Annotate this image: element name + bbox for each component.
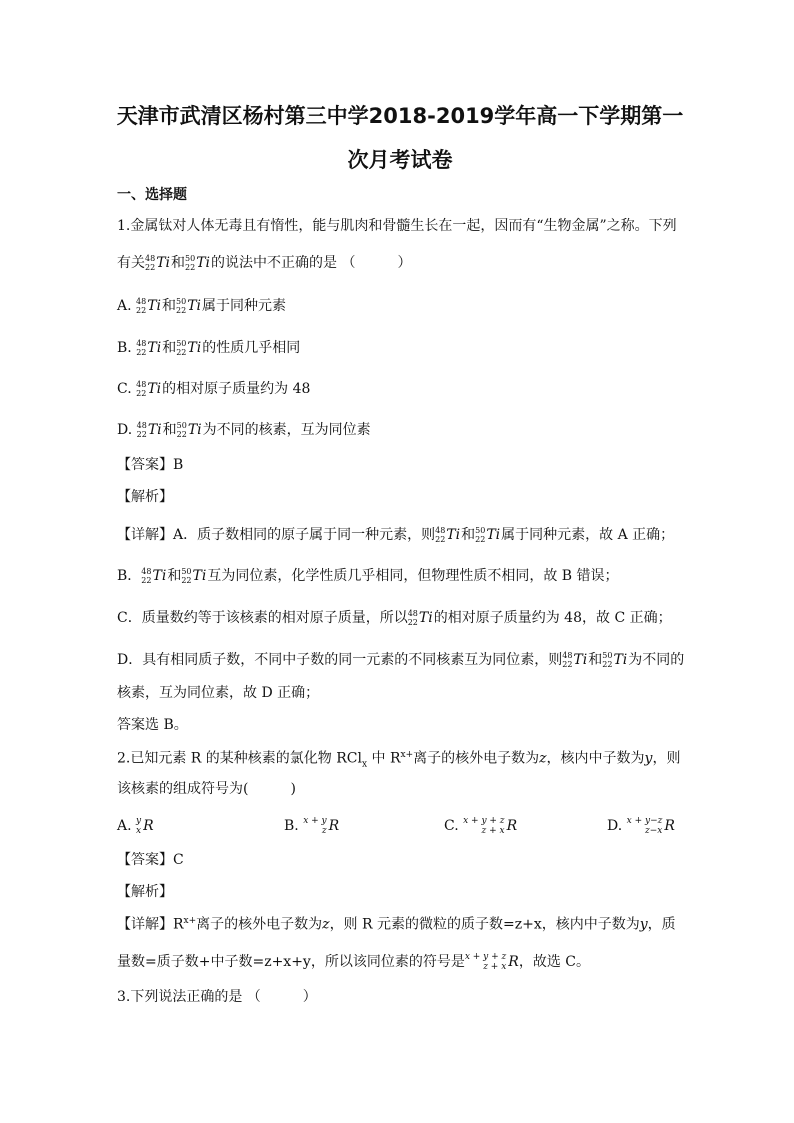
isotope-ti48: 48 22 Ti	[145, 254, 171, 272]
q2-option-d: D. x + y−z z−x R	[607, 816, 675, 836]
isotope-ti50: 50 22 Ti	[185, 254, 211, 272]
text: 的说法中不正确的是 （ ）	[211, 255, 412, 271]
q1-detail-b: B． 48 22 Ti和 50 22 Ti互为同位素，化学性质几乎相同，但物理性质不相同，故 B 错误；	[117, 567, 619, 585]
q2-detail-line1: 【详解】$R^{x+}$离子的核外电子数为z，则 R 元素的微粒的质子数=z+x，核内中子数为y，质	[117, 916, 676, 933]
q1-stem-line2	[117, 254, 411, 272]
q1-detail-c: C．质量数约等于该核素的相对原子质量，所以 48 22 Ti的相对原子质量约为 48，故 C 正确；	[117, 609, 672, 627]
q2-stem-line2: 该核素的组成符号为( )	[117, 781, 296, 797]
text: 和	[171, 255, 186, 271]
q1-answer: 【答案】B	[117, 457, 184, 473]
q2-option-c: C. x + y + z z + x R	[444, 816, 518, 836]
q3-stem: 3.下列说法正确的是 （ ）	[117, 989, 317, 1005]
q1-detail-d: D．具有相同质子数，不同中子数的同一元素的不同核素互为同位素，则 48 22 Ti和 50 22 Ti为不同的	[117, 651, 685, 669]
q2-stem-line1: 2.已知元素 R 的某种核素的氯化物 RCl$_x$ 中 $R^{x+}$离子的核外电子数为z，核内中子数为y，则	[117, 750, 681, 770]
page-title-line2: 次月考试卷	[347, 148, 453, 172]
q1-option-b: B. 48 22 Ti和 50 22 Ti的性质几乎相同	[117, 339, 301, 357]
text: 有关	[117, 255, 145, 271]
q1-analysis-label: 【解析】	[117, 489, 173, 505]
q1-stem-line1: 1.金属钛对人体无毒且有惰性，能与肌肉和骨髓生长在一起，因而有“生物金属”之称。下列	[117, 218, 677, 234]
q2-option-a: A. y x R	[117, 816, 154, 836]
q1-detail-d-line2: 核素，互为同位素，故 D 正确；	[117, 685, 320, 701]
q1-option-a: A. 48 22 Ti和 50 22 Ti属于同种元素	[117, 297, 287, 315]
q2-detail-line2: 量数=质子数+中子数=z+x+y，所以该同位素的符号是 x + y + z z + x R，故选 C。	[117, 952, 590, 972]
section-heading: 一、选择题	[117, 187, 187, 203]
q1-option-c: C. 48 22 Ti的相对原子质量约为 48	[117, 380, 311, 398]
page-title-line1: 天津市武清区杨村第三中学2018-2019学年高一下学期第一	[116, 104, 684, 128]
q2-option-b: B. x + y z R	[284, 816, 340, 836]
q1-conclusion: 答案选 B。	[117, 717, 188, 733]
q1-detail-a: 【详解】A．质子数相同的原子属于同一种元素，则 48 22 Ti和 50 22 Ti属于同种元素，故 A 正确；	[117, 526, 675, 544]
q1-option-d: D. 48 22 Ti和 50 22 Ti为不同的核素，互为同位素	[117, 421, 371, 439]
q2-answer: 【答案】C	[117, 852, 184, 868]
q2-analysis-label: 【解析】	[117, 884, 173, 900]
